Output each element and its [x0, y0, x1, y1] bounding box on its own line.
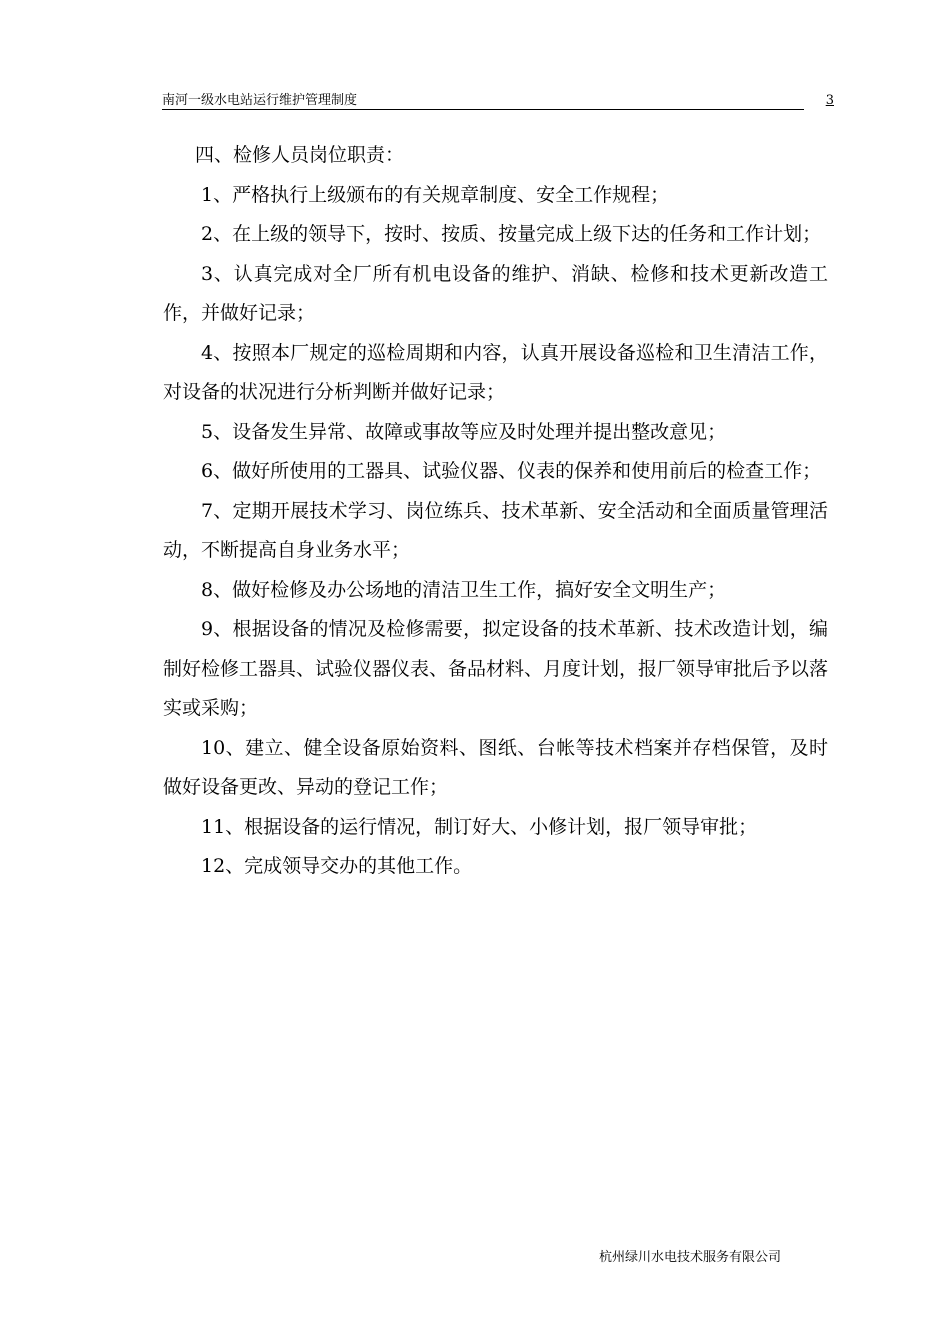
- duty-item-9: 9、根据设备的情况及检修需要，拟定设备的技术革新、技术改造计划，编制好检修工器具、试验仪器仪表、备品材料、月度计划，报厂领导审批后予以落实或采购；: [163, 618, 829, 719]
- duty-item-4: 4、按照本厂规定的巡检周期和内容，认真开展设备巡检和卫生清洁工作，对设备的状况进行分析判断并做好记录；: [163, 341, 828, 403]
- page-header: [162, 92, 834, 112]
- duty-item-7: 7、定期开展技术学习、岗位练兵、技术革新、安全活动和全面质量管理活动，不断提高自身业务水平；: [163, 499, 828, 561]
- duty-item-3: 3、认真完成对全厂所有机电设备的维护、消缺、检修和技术更新改造工作，并做好记录；: [163, 262, 828, 324]
- duty-item-5: 5、设备发生异常、故障或事故等应及时处理并提出整改意见；: [201, 420, 727, 443]
- header-divider: [162, 109, 804, 110]
- duty-item-12: 12、完成领导交办的其他工作。: [201, 855, 473, 877]
- section-heading: 四、检修人员岗位职责：: [195, 144, 405, 166]
- document-title: 南河一级水电站运行维护管理制度: [162, 93, 358, 108]
- duty-item-10: 10、建立、健全设备原始资料、图纸、台帐等技术档案并存档保管，及时做好设备更改、异动的登记工作；: [163, 736, 828, 798]
- duty-item-8: 8、做好检修及办公场地的清洁卫生工作，搞好安全文明生产；: [201, 578, 727, 601]
- page-number: 3: [825, 93, 834, 108]
- duty-item-6: 6、做好所使用的工器具、试验仪器、仪表的保养和使用前后的检查工作；: [201, 460, 822, 482]
- duty-item-1: 1、严格执行上级颁布的有关规章制度、安全工作规程；: [201, 183, 670, 206]
- duty-item-11: 11、根据设备的运行情况，制订好大、小修计划，报厂领导审批；: [201, 815, 758, 838]
- footer-company-name: 杭州绿川水电技术服务有限公司: [599, 1250, 782, 1265]
- duty-item-2: 2、在上级的领导下，按时、按质、按量完成上级下达的任务和工作计划；: [201, 223, 822, 245]
- document-body: [163, 136, 828, 887]
